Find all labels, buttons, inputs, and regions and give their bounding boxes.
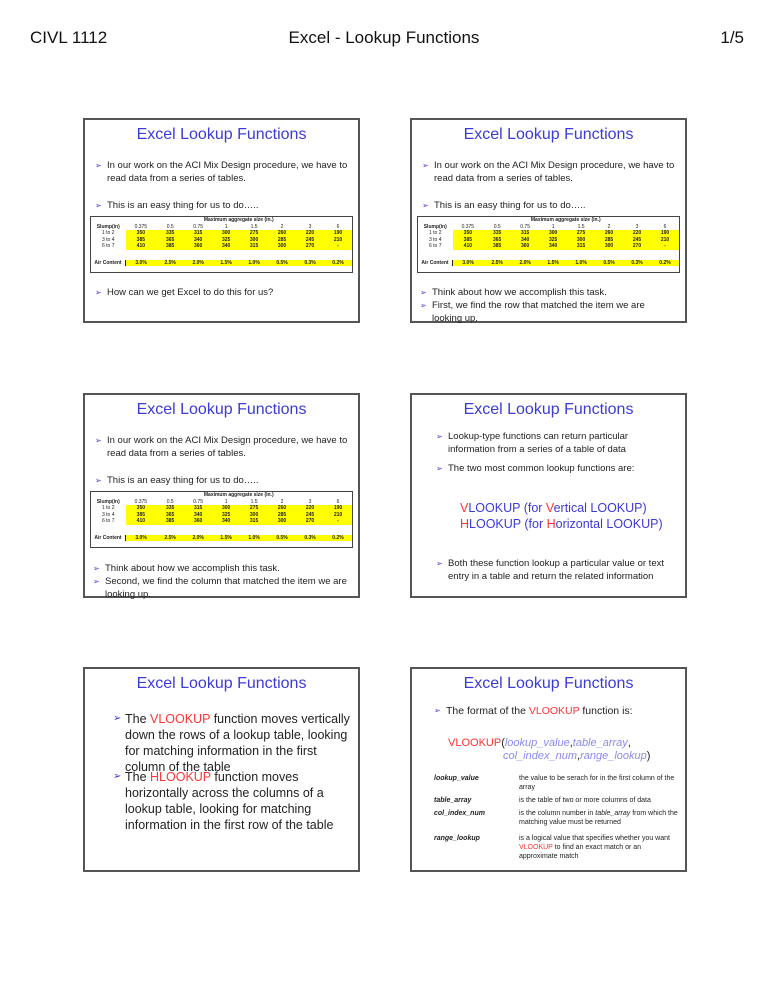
bullet-text: This is an easy thing for us to do….. [107,475,259,486]
table-cell: 2.5% [483,260,511,267]
aggregate-table [90,491,353,548]
bullet-text: In our work on the ACI Mix Design procedure, we have to read data from a series of tables. [107,160,348,184]
text: The format of the [446,705,529,717]
arrow-bullet-icon: ➢ [436,432,443,441]
bullet-text: Second, we find the column that matched the item we are looking up. [105,576,347,600]
arrow-bullet-icon: ➢ [93,577,100,586]
table-cell: 350 [126,505,157,512]
table-cell: 1.5% [212,535,240,542]
arrow-bullet-icon: ➢ [95,288,102,297]
table-cell: 3.0% [453,260,484,267]
text: The [125,770,151,784]
column-header: 1 [224,498,228,505]
text: The [125,712,151,726]
slide-6 [410,667,687,872]
table-cell: 350 [453,230,484,237]
table-cell: 1.0% [240,260,268,267]
function-name: VLOOKUP [448,737,502,749]
table-cell: 335 [483,230,511,237]
spacer-row [418,250,679,260]
table-cell: 365 [156,512,184,519]
table-cell: 0.3% [623,260,651,267]
table-cell: 2.5% [156,535,184,542]
table-cell: 260 [268,505,296,512]
row-header: Slump(in) [423,223,447,230]
description: the value to be serach for in the first column of the array [519,775,675,791]
table-cell: 3.0% [126,260,157,267]
empty-cell [91,525,126,535]
row-label: 1 to 2 [428,230,442,236]
table-cell: 3.0% [126,535,157,542]
bullet-text: Think about how we accomplish this task. [432,287,607,298]
bullet [93,435,350,460]
function-name: HLOOKUP [150,770,211,784]
description [519,834,679,861]
empty-cell [418,250,453,260]
table-cell: 1.0% [567,260,595,267]
bullet [434,558,677,583]
definition-row [434,774,679,792]
text: orizontal [555,517,607,531]
empty-cell [91,250,126,260]
row-label: Air Content [91,260,126,267]
definition-row [434,796,679,805]
slide-5 [83,667,360,872]
table-cell: 360 [511,243,539,250]
table-grid [91,217,352,266]
slide-title: Excel Lookup Functions [463,126,634,143]
function-name: VLOOKUP [528,705,580,717]
bullet [434,431,677,456]
column-header: 0.75 [520,223,530,230]
table-cell: 0.3% [296,260,324,267]
text: ) [658,517,663,531]
term: table_array [434,797,472,804]
text: LOOKUP [606,517,659,531]
table-cell: 220 [623,230,651,237]
air-content-row [418,260,679,267]
arrow-bullet-icon: ➢ [113,713,122,724]
table-cell: 0.2% [324,535,352,542]
table-cell: 315 [184,505,212,512]
table-cell: 245 [623,237,651,244]
description: is the table of two or more columns of data [519,797,651,804]
bullet [93,475,350,488]
table-cell: 0.3% [296,535,324,542]
row-label: 3 to 4 [428,236,442,243]
table-cell: 260 [595,230,623,237]
document-title: Excel - Lookup Functions [288,28,480,47]
table-grid [418,217,679,266]
bullet-text: The two most common lookup functions are: [448,463,635,474]
function-name: VLOOKUP [519,844,553,851]
v-letter: V [545,501,554,515]
definition-row [434,809,679,827]
param: col_index_num [503,750,577,762]
bullet [420,200,677,213]
term: range_lookup [434,835,480,842]
table-cell: 210 [324,512,352,519]
table-cell: 275 [240,230,268,237]
aggregate-table [90,216,353,273]
table-cell: 1.5% [212,260,240,267]
table-cell: 315 [240,518,268,525]
text: is a logical value that specifies whether you want [519,835,670,842]
row-label: Air Content [91,535,126,542]
table-cell: 385 [156,243,184,250]
column-header: 0.5 [166,498,174,505]
text: , [569,737,573,749]
table-cell: - [651,243,679,250]
air-content-row [91,260,352,267]
table-cell: 285 [595,237,623,244]
text: ) [646,750,651,762]
table-cell: 220 [296,505,324,512]
bullet [111,769,350,833]
column-header: 3 [308,498,312,505]
column-header: 0.75 [193,223,203,230]
text: function moves vertically down the rows of a lookup table, looking for matching information in the first column of the table [125,712,350,774]
table-cell: 245 [296,237,324,244]
course-code: CIVL 1112 [30,28,108,47]
table-cell: 190 [324,230,352,237]
bullet-text: Think about how we accomplish this task. [105,563,280,574]
table-cell: 315 [184,230,212,237]
bullet [93,200,350,213]
slide-title: Excel Lookup Functions [463,675,634,692]
slide-2 [410,118,687,323]
arrow-bullet-icon: ➢ [95,201,102,210]
table-cell: 300 [240,237,268,244]
table-cell: 385 [483,243,511,250]
table-cell: 285 [268,512,296,519]
table-cell: 0.5% [595,260,623,267]
table-cell: 315 [511,230,539,237]
row-label: Air Content [418,260,453,267]
column-header: 1 [551,223,555,230]
table-cell: 410 [126,518,157,525]
slide-4 [410,393,687,598]
table-cell: 410 [453,243,484,250]
slide-title: Excel Lookup Functions [136,126,307,143]
table-cell: 275 [567,230,595,237]
bullet-text: This is an easy thing for us to do….. [107,200,259,211]
text: LOOKUP (for [468,501,546,515]
arrow-bullet-icon: ➢ [420,301,427,310]
empty-cell [126,250,353,260]
arrow-bullet-icon: ➢ [436,559,443,568]
table-cell: 365 [156,237,184,244]
table-cell: 325 [212,512,240,519]
table-cell: 360 [184,518,212,525]
table-cell: 285 [268,237,296,244]
table-cell: 350 [126,230,157,237]
term: col_index_num [434,810,485,817]
row-label: 6 to 7 [101,518,115,524]
table-cell: 260 [268,230,296,237]
table-cell: 340 [511,237,539,244]
bullet [91,563,350,576]
vlookup-line [460,501,647,516]
spacer-row [91,250,352,260]
text: ( [501,737,505,749]
table-cell: 190 [324,505,352,512]
table-cell: 300 [240,512,268,519]
column-header: 2 [280,223,284,230]
air-content-row [91,535,352,542]
param: lookup_value [504,737,570,749]
slide-title: Excel Lookup Functions [136,401,307,418]
column-header: 3 [308,223,312,230]
bullet-text: This is an easy thing for us to do….. [434,200,586,211]
text: table_array [595,810,631,817]
text: LOOKUP (for [469,517,547,531]
text: , [577,750,581,762]
column-header: 1.5 [250,223,258,230]
bullet-text: Lookup-type functions can return particular information from a series of a table of data [448,431,629,455]
table-cell: 340 [184,512,212,519]
table-caption: Maximum aggregate size (in.) [203,217,274,223]
table-cell: 340 [212,518,240,525]
table-cell: 0.2% [651,260,679,267]
definition-row [434,834,679,861]
table-cell: 325 [539,237,567,244]
column-header: 1.5 [250,498,258,505]
column-header: 2 [280,498,284,505]
bullet-text: In our work on the ACI Mix Design procedure, we have to read data from a series of tables. [107,435,348,459]
table-caption: Maximum aggregate size (in.) [203,492,274,498]
column-header: 0.375 [461,223,475,230]
bullet-text: How can we get Excel to do this for us? [107,287,274,298]
column-header: 3 [635,223,639,230]
arrow-bullet-icon: ➢ [93,564,100,573]
table-cell: 2.0% [184,535,212,542]
table-cell: 315 [240,243,268,250]
arrow-bullet-icon: ➢ [422,201,429,210]
arrow-bullet-icon: ➢ [434,706,441,715]
v-letter: V [460,501,469,515]
term: lookup_value [434,775,479,782]
row-header: Slump(in) [96,498,120,505]
bullet [91,576,350,601]
column-header: 0.75 [193,498,203,505]
table-cell: 300 [595,243,623,250]
text: is the column number in [519,810,596,817]
table-grid [91,492,352,541]
table-cell: 2.0% [511,260,539,267]
column-header: 2 [607,223,611,230]
table-cell: 385 [156,518,184,525]
bullet-text: Both these function lookup a particular value or text entry in a table and return the related information [448,558,664,582]
column-header: 0.375 [134,223,148,230]
table-cell: 0.5% [268,260,296,267]
bullet [420,160,677,185]
bullet [93,160,350,185]
function-name: VLOOKUP [150,712,211,726]
param: range_lookup [580,750,647,762]
arrow-bullet-icon: ➢ [95,161,102,170]
column-header: 1 [224,223,228,230]
table-cell: 2.0% [184,260,212,267]
vlookup-syntax [448,737,668,763]
bullet [93,287,350,300]
table-cell: 360 [184,243,212,250]
row-label: 1 to 2 [101,230,115,236]
table-cell: 210 [651,237,679,244]
text: to find an exact match or an approximate match [519,844,642,860]
empty-cell [126,525,353,535]
table-cell: 300 [539,230,567,237]
slide-1 [83,118,360,323]
arrow-bullet-icon: ➢ [436,464,443,473]
table-cell: 300 [268,518,296,525]
table-cell: 335 [156,505,184,512]
text: ) [642,501,647,515]
column-header: 0.375 [134,498,148,505]
empty-cell [453,250,680,260]
slide-title: Excel Lookup Functions [463,401,634,418]
table-cell: 340 [539,243,567,250]
table-cell: 335 [156,230,184,237]
column-header: 0.5 [493,223,501,230]
text: function moves horizontally across the columns of a lookup table, looking for matching information in the first row of the table [125,770,334,832]
column-header: 1.5 [577,223,585,230]
text: function is: [579,705,633,717]
table-cell: 2.5% [156,260,184,267]
table-cell: 385 [126,512,157,519]
description [519,809,679,827]
page-number: 1/5 [720,28,744,47]
aggregate-table [417,216,680,273]
arrow-bullet-icon: ➢ [95,476,102,485]
column-header: 6 [663,223,667,230]
text: LOOKUP [590,501,643,515]
arrow-bullet-icon: ➢ [420,288,427,297]
table-cell: 300 [268,243,296,250]
table-cell: - [324,518,352,525]
text: , [627,737,631,749]
table-cell: 210 [324,237,352,244]
table-cell: 1.0% [240,535,268,542]
row-label: 6 to 7 [101,243,115,249]
table-cell: 340 [184,237,212,244]
table-cell: 300 [212,230,240,237]
arrow-bullet-icon: ➢ [113,771,122,782]
table-cell: 270 [296,243,324,250]
slide-3 [83,393,360,598]
bullet [432,705,677,718]
table-cell: 325 [212,237,240,244]
row-label: 6 to 7 [428,243,442,249]
table-cell: 385 [126,237,157,244]
column-header: 6 [336,498,340,505]
table-cell: 190 [651,230,679,237]
h-letter: H [546,517,556,531]
table-cell: 385 [453,237,484,244]
bullet [418,300,677,325]
table-cell: 270 [296,518,324,525]
row-label: 3 to 4 [101,511,115,518]
arrow-bullet-icon: ➢ [422,161,429,170]
hlookup-line [460,517,663,532]
table-cell: 275 [240,505,268,512]
bullet [434,463,677,476]
spacer-row [91,525,352,535]
table-caption: Maximum aggregate size (in.) [530,217,601,223]
row-label: 3 to 4 [101,236,115,243]
h-letter: H [460,517,470,531]
row-header: Slump(in) [96,223,120,230]
bullet-text: In our work on the ACI Mix Design procedure, we have to read data from a series of tables. [434,160,675,184]
param: table_array [572,737,628,749]
table-cell: 365 [483,237,511,244]
text: ertical [553,501,591,515]
bullet-text: First, we find the row that matched the item we are looking up. [432,300,645,324]
table-cell: 410 [126,243,157,250]
bullet [418,287,677,300]
table-cell: 245 [296,512,324,519]
column-header: 0.5 [166,223,174,230]
table-cell: 270 [623,243,651,250]
column-header: 6 [336,223,340,230]
table-cell: 315 [567,243,595,250]
table-cell: - [324,243,352,250]
arrow-bullet-icon: ➢ [95,436,102,445]
table-cell: 340 [212,243,240,250]
table-cell: 1.5% [539,260,567,267]
table-cell: 0.5% [268,535,296,542]
slide-title: Excel Lookup Functions [136,675,307,692]
row-label: 1 to 2 [101,505,115,511]
table-cell: 0.2% [324,260,352,267]
text: from which the matching value must be returned [519,810,678,826]
table-cell: 300 [212,505,240,512]
bullet [111,711,350,775]
table-cell: 300 [567,237,595,244]
table-cell: 220 [296,230,324,237]
